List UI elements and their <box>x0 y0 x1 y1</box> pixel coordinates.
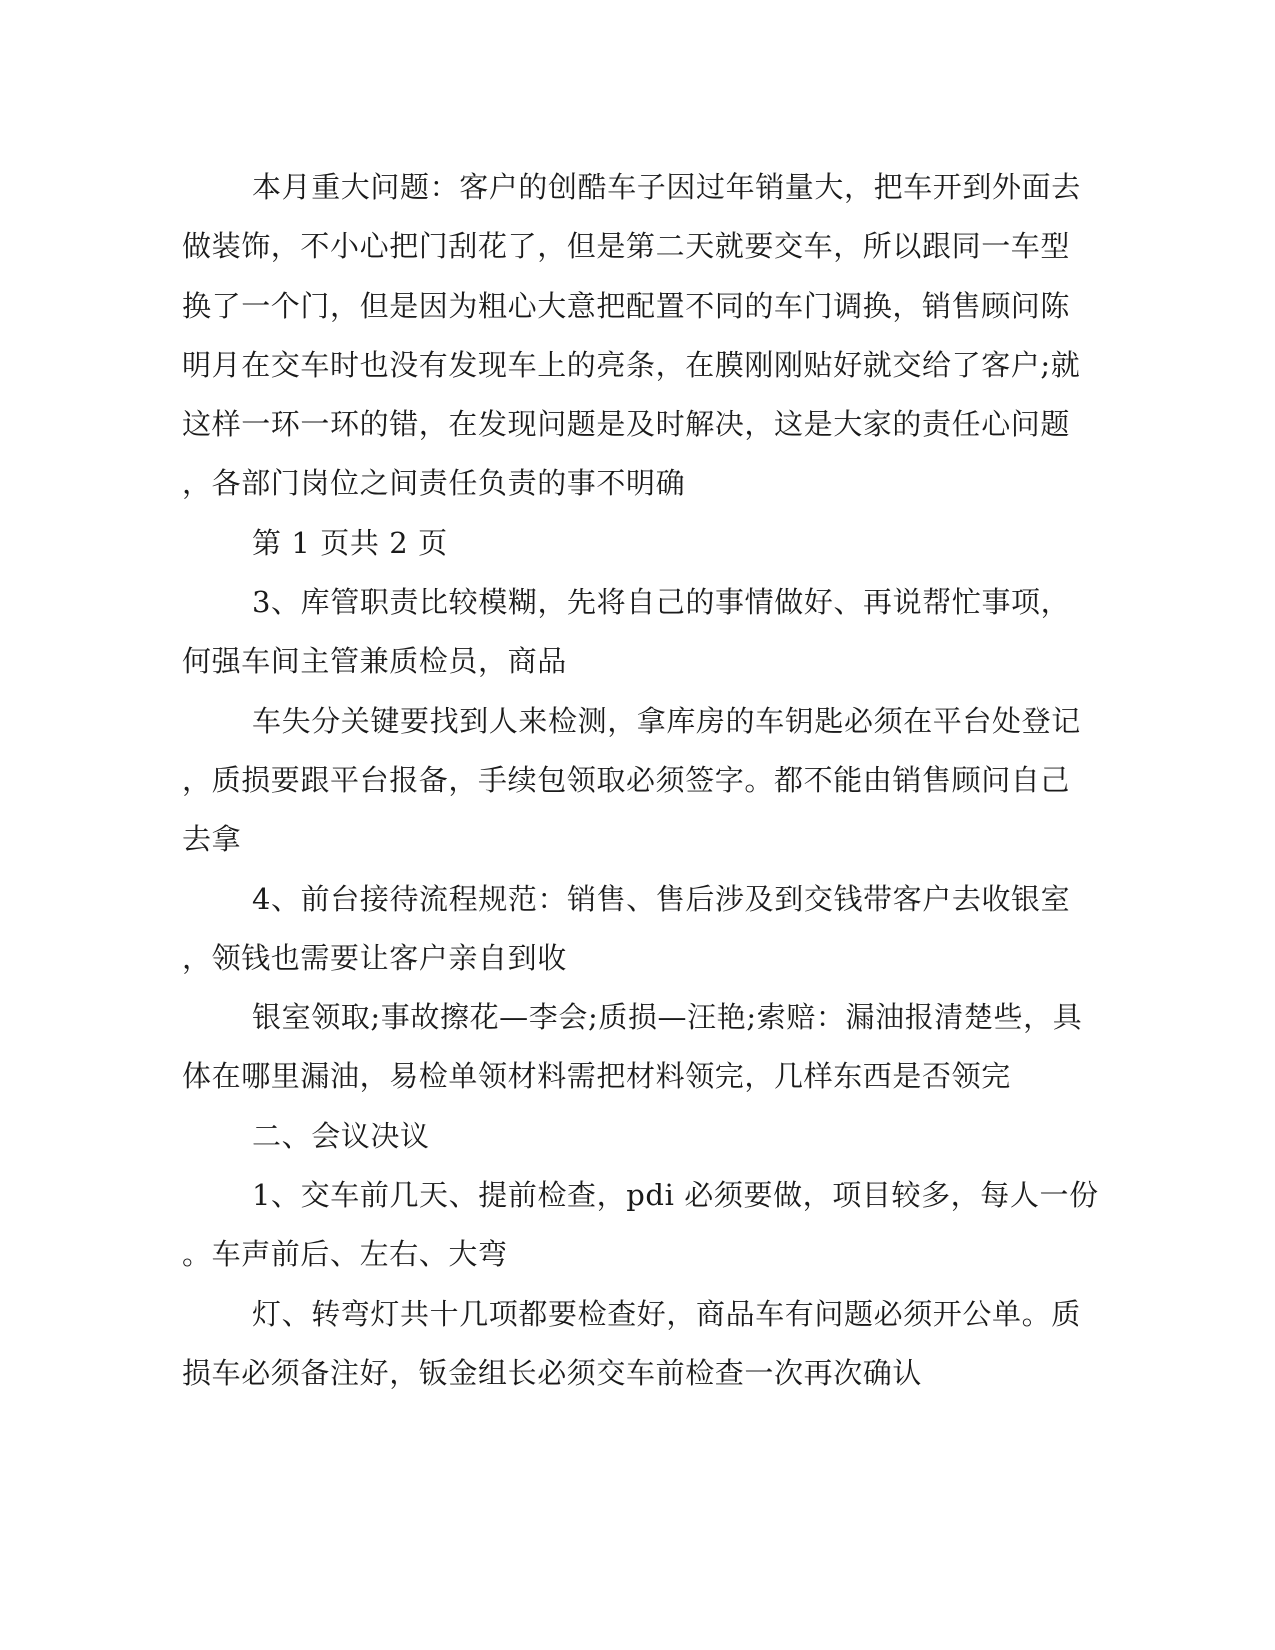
text-line: ，各部门岗位之间责任负责的事不明确 <box>182 466 686 501</box>
text-line: 银室领取;事故擦花—李会;质损—汪艳;索赔：漏油报清楚些，具 <box>252 1000 1083 1035</box>
text-line: 体在哪里漏油，易检单领材料需把材料领完，几样东西是否领完 <box>182 1059 1011 1094</box>
text-line: 去拿 <box>182 822 242 857</box>
text-line: 明月在交车时也没有发现车上的亮条，在膜刚刚贴好就交给了客户;就 <box>182 347 1081 382</box>
page-number: 第 1 页共 2 页 <box>252 525 448 560</box>
text-line: 4、前台接待流程规范：销售、售后涉及到交钱带客户去收银室 <box>252 881 1071 916</box>
text-line: 这样一环一环的错，在发现问题是及时解决，这是大家的责任心问题 <box>182 407 1071 442</box>
document-body <box>182 158 1099 1403</box>
text-line: 换了一个门，但是因为粗心大意把配置不同的车门调换，销售顾问陈 <box>182 288 1071 323</box>
text-line: ，质损要跟平台报备，手续包领取必须签字。都不能由销售顾问自己 <box>182 762 1071 797</box>
text-line: ，领钱也需要让客户亲自到收 <box>182 940 567 975</box>
text-line: 灯、转弯灯共十几项都要检查好，商品车有问题必须开公单。质 <box>252 1296 1081 1331</box>
section-heading: 二、会议决议 <box>252 1118 430 1153</box>
text-line: 3、库管职责比较模糊，先将自己的事情做好、再说帮忙事项， <box>252 585 1071 620</box>
text-line: 本月重大问题：客户的创酷车子因过年销量大，把车开到外面去 <box>252 170 1081 204</box>
text-line: 何强车间主管兼质检员，商品 <box>182 644 567 679</box>
text-line: 损车必须备注好，钣金组长必须交车前检查一次再次确认 <box>182 1355 923 1390</box>
text-line: 做装饰，不小心把门刮花了，但是第二天就要交车，所以跟同一车型 <box>182 229 1071 264</box>
text-line: 车失分关键要找到人来检测，拿库房的车钥匙必须在平台处登记 <box>252 703 1081 738</box>
text-line: 。车声前后、左右、大弯 <box>182 1237 508 1272</box>
text-line: 1、交车前几天、提前检查，pdi 必须要做，项目较多，每人一份 <box>252 1178 1099 1213</box>
